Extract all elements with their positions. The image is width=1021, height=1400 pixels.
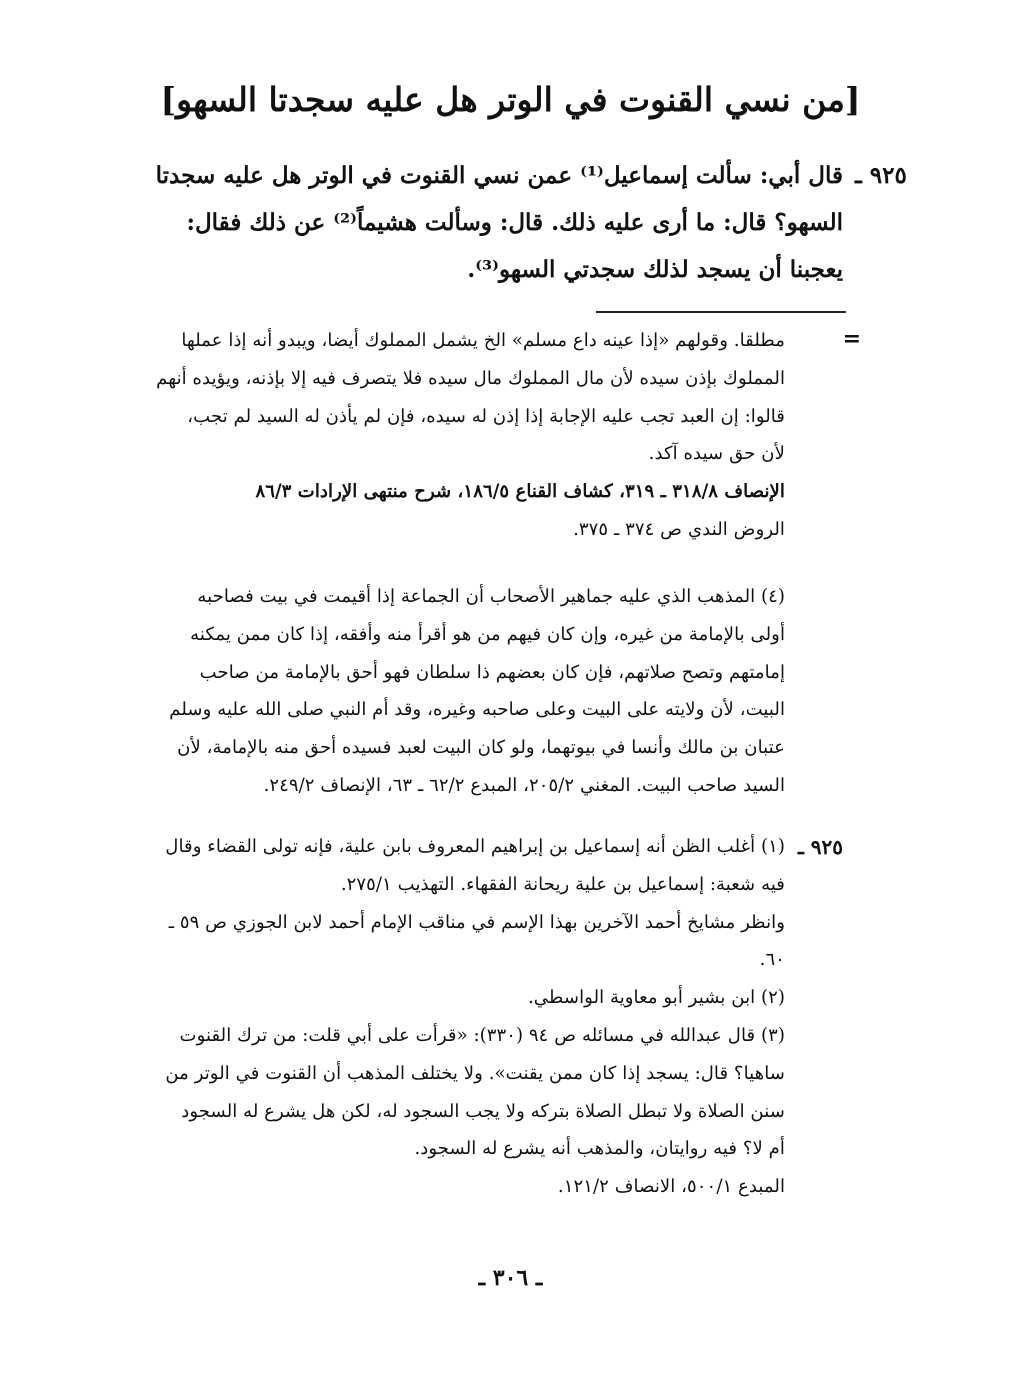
main-entry [143,152,907,293]
footnote-continuation [133,322,785,549]
footnote-line: فيه شعبة: إسماعيل بن علية ريحانة الفقهاء. التهذيب ٢٧٥/١. [340,873,785,895]
footnote-separator [596,311,846,313]
footnote-line: البيت، لأن ولايته على البيت وعلى صاحبه وغيره، وقد أم النبي صلى الله عليه وسلم [169,699,785,721]
footnote-line: (٢) ابن بشير أبو معاوية الواسطي. [528,987,785,1009]
footnote-line: (١) أغلب الظن أنه إسماعيل بن إبراهيم المعروف بابن علية، فإنه تولى القضاء وقال [165,836,785,857]
page-number: ـ ٣٠٦ ـ [478,1265,543,1291]
footnote-line: المبدع ٥٠٠/١، الانصاف ١٢١/٢. [557,1176,785,1198]
footnote-line: ساهيا؟ قال: يسجد إذا كان ممن يقنت». ولا يختلف المذهب أن القنوت في الوتر من [165,1062,785,1084]
footnote-line: أولى بالإمامة من غيره، وإن كان فيهم من هو أقرأ منه وأفقه، إذا كان ممن يمكنه [190,623,785,645]
entry-line: يعجبنا أن يسجد لذلك سجدتي السهو⁽³⁾. [467,256,843,283]
entry-number: ٩٢٥ ـ [855,162,907,189]
footnote-group-number: ٩٢٥ ـ [797,835,843,859]
entry-line: قال أبي: سألت إسماعيل⁽¹⁾ عمن نسي القنوت في الوتر هل عليه سجدتا [155,162,843,189]
footnote-line: السيد صاحب البيت. المغني ٢٠٥/٢، المبدع ٦٢/٢ ـ ٦٣، الإنصاف ٢٤٩/٢. [263,774,785,796]
footnote-line: لأن حق سيده آكد. [648,443,785,465]
footnote-line: وانظر مشايخ أحمد الآخرين بهذا الإسم في مناقب الإمام أحمد لابن الجوزي ص ٥٩ ـ [168,911,785,933]
footnote-4 [133,578,785,805]
footnote-line: أم لا؟ فيه روايتان، والمذهب أنه يشرع له السجود. [414,1138,785,1160]
footnote-line: إمامتهم وتصح صلاتهم، فإن كان بعضهم ذا سلطان فهو أحق بالإمامة من صاحب [199,661,785,683]
footnote-line: ٦٠. [759,949,785,971]
footnote-line: (٤) المذهب الذي عليه جماهير الأصحاب أن الجماعة إذا أقيمت في بيت فصاحبه [197,586,785,607]
chapter-title: [من نسي القنوت في الوتر هل عليه سجدتا السهو] [160,80,861,119]
entry-line: السهو؟ قال: ما أرى عليه ذلك. قال: وسألت هشيماً⁽²⁾ عن ذلك فقال: [186,209,843,236]
footnote-line: مطلقا. وقولهم «إذا عينه داع مسلم» الخ يشمل المملوك أيضا، ويبدو أنه إذا عملها [181,330,785,351]
footnote-reference-line: الإنصاف ٣١٨/٨ ـ ٣١٩، كشاف القناع ١٨٦/٥، شرح منتهى الإرادات ٨٦/٣ [255,481,785,503]
continuation-marker: = [842,326,861,352]
footnote-line: سنن الصلاة ولا تبطل الصلاة بتركه ولا يجب السجود له، لكن هل يشرع له السجود [181,1100,785,1122]
footnotes-925 [133,828,785,1206]
footnote-line: عتبان بن مالك وأنسا في بيوتهما، ولو كان البيت لعبد فسيده أحق منه بالإمامة، لأن [177,737,785,759]
footnote-line: المملوك بإذن سيده لأن مال المملوك مال سيده فلا يتصرف فيه إلا بإذنه، ويؤيده أنهم [156,367,785,389]
footnote-line: (٣) قال عبدالله في مسائله ص ٩٤ (٣٣٠): «قرأت على أبي قلت: من ترك القنوت [179,1024,785,1046]
footnote-reference-line: الروض الندي ص ٣٧٤ ـ ٣٧٥. [573,518,785,540]
footnote-line: قالوا: إن العبد تجب عليه الإجابة إذا إذن له سيده، فإن لم يأذن له السيد لم تجب، [187,405,785,427]
